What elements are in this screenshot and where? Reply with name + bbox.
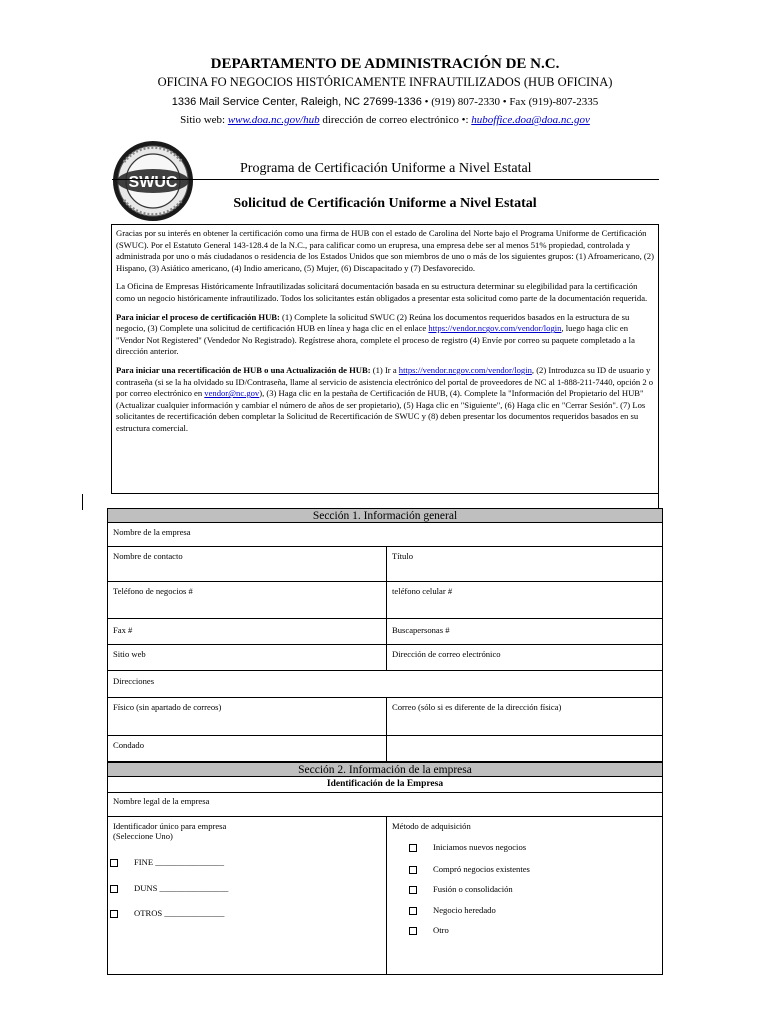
email-link[interactable]: huboffice.doa@doa.nc.gov xyxy=(471,114,590,126)
select-one-label: (Seleccione Uno) xyxy=(113,831,173,841)
vendor-email-link[interactable]: vendor@nc.gov xyxy=(204,388,260,399)
option-fine[interactable] xyxy=(110,857,224,867)
option-merger[interactable] xyxy=(409,884,513,894)
company-identification-header: Identificación de la Empresa xyxy=(107,777,663,793)
option-merger-label: Fusión o consolidación xyxy=(433,884,513,894)
cell-phone-field[interactable] xyxy=(386,582,662,618)
recertification-text-b: , (2) Introduzca su ID de usuario y contraseña (si se la ha olvidado su ID/Contraseña, llame al servicio de asistencia electrónico del portal de proveedores de NC al 1-888-211-7440, opción 2 o por correo electrónico en xyxy=(116,364,654,399)
option-new-business-label: Iniciamos nuevos negocios xyxy=(433,842,527,852)
identifier-acquisition-row xyxy=(107,817,663,975)
fax-label: Fax # xyxy=(113,625,133,635)
section-1-header: Sección 1. Información general xyxy=(107,508,663,523)
business-phone-field[interactable] xyxy=(108,582,386,618)
contact-name-label: Nombre de contacto xyxy=(113,551,183,561)
business-phone-label: Teléfono de negocios # xyxy=(113,586,193,596)
mail-address-field[interactable] xyxy=(386,698,662,735)
option-fine-label: FINE ________________ xyxy=(134,857,224,867)
section-2-header: Sección 2. Información de la empresa xyxy=(107,762,663,777)
company-name-label: Nombre de la empresa xyxy=(113,527,191,537)
checkbox-icon[interactable] xyxy=(409,886,417,894)
option-otros-label: OTROS ______________ xyxy=(134,908,225,918)
web-line xyxy=(0,114,770,126)
physical-address-label: Físico (sin apartado de correos) xyxy=(113,702,222,712)
website-field[interactable] xyxy=(108,645,386,670)
cell-phone-label: teléfono celular # xyxy=(392,586,453,596)
option-bought-existing-label: Compró negocios existentes xyxy=(433,864,530,874)
certification-steps-text-a: (1) Complete la solicitud SWUC (2) Reúna los documentos requeridos basados en la estructura de su negocio, (3) Complete una solicitud de certificación HUB en línea y haga clic en el enlace xyxy=(116,311,630,334)
legal-name-row[interactable] xyxy=(107,793,663,817)
checkbox-icon[interactable] xyxy=(409,866,417,874)
county-label: Condado xyxy=(113,740,145,750)
office-name: OFICINA FO NEGOCIOS HISTÓRICAMENTE INFRAUTILIZADOS (HUB OFICINA) xyxy=(157,75,613,89)
fax-row[interactable] xyxy=(107,619,663,645)
option-duns-label: DUNS ________________ xyxy=(134,883,229,893)
acquisition-method-label: Método de adquisición xyxy=(392,821,471,831)
certification-steps-heading: Para iniciar el proceso de certificación HUB: xyxy=(116,311,280,322)
checkbox-icon[interactable] xyxy=(409,927,417,935)
pager-field[interactable] xyxy=(386,619,662,644)
title-field[interactable] xyxy=(386,547,662,581)
checkbox-icon[interactable] xyxy=(409,907,417,915)
address-row[interactable] xyxy=(107,698,663,736)
phone-fax: • (919) 807-2330 • Fax (919)-807-2335 xyxy=(421,96,599,108)
company-name-row[interactable] xyxy=(107,523,663,547)
acquisition-method-cell xyxy=(386,817,662,974)
checkbox-icon[interactable] xyxy=(110,885,118,893)
mail-address-label: Correo (sólo si es diferente de la dirección física) xyxy=(392,702,562,712)
county-field[interactable] xyxy=(108,736,386,761)
website-label: Sitio web xyxy=(113,649,146,659)
program-title: Programa de Certificación Uniforme a Nivel Estatal xyxy=(240,161,532,176)
vendor-login-link[interactable]: https://vendor.ncgov.com/vendor/login xyxy=(428,323,562,334)
county-blank-cell xyxy=(386,736,662,761)
margin-marker-right xyxy=(658,494,659,508)
contact-row[interactable] xyxy=(107,547,663,582)
address-line xyxy=(0,96,770,108)
divider xyxy=(112,179,659,180)
checkbox-icon[interactable] xyxy=(110,859,118,867)
email-field-label: Dirección de correo electrónico xyxy=(392,649,501,659)
website-link[interactable]: www.doa.nc.gov/hub xyxy=(227,114,320,126)
option-inherited[interactable] xyxy=(409,905,496,915)
intro-paragraph: Gracias por su interés en obtener la certificación como una firma de HUB con el estado de Carolina del Norte bajo el Programa Uniforme de Certificación (SWUC). Por el Estatuto General 143-128.4 de la N.C., para calificar como un erupresa, una empresa debe ser al menos 51% propiedad, controlada y administrada por uno o más ciudadanos o residencia de los Estados Unidos que son miembros de uno o más de los siguientes grupos: (1) Afroamericano, (2) Hispano, (3) Asiático americano, (4) Indio americano, (5) Mujer, (6) Discapacitado y (7) Desfavorecido. xyxy=(116,228,654,273)
certification-steps-text-b: , luego haga clic en "Vendor Not Registered" (Vendedor No Registrado). Regístrese ahora, complete el proceso de registro (4) Envíe por correo su paquete completado a la dirección anterior. xyxy=(116,323,635,357)
documentation-paragraph: La Oficina de Empresas Históricamente Infrautilizadas solicitará documentación basada en su estructura determinar su elegibilidad para la certificación como un negocio históricamente infrautilizado. Todos los solicitantes están obligados a presentar esta solicitud como parte de la documentación requerida. xyxy=(116,281,648,303)
mailing-address: 1336 Mail Service Center, Raleigh, NC 27699-1336 xyxy=(171,96,422,108)
option-other-label: Otro xyxy=(433,925,449,935)
title-label: Título xyxy=(392,551,414,561)
phone-row[interactable] xyxy=(107,582,663,619)
option-inherited-label: Negocio heredado xyxy=(433,905,496,915)
company-name-field[interactable] xyxy=(108,523,662,546)
unique-identifier-cell xyxy=(108,817,386,974)
addresses-label: Direcciones xyxy=(113,676,155,686)
certification-steps xyxy=(116,312,654,358)
application-title: Solicitud de Certificación Uniforme a Nivel Estatal xyxy=(233,196,537,211)
addresses-row xyxy=(107,671,663,698)
recertification-text-a: (1) Ir a xyxy=(370,364,399,375)
addresses-heading xyxy=(108,671,662,697)
unique-identifier-label: Identificador único para empresa xyxy=(113,821,227,831)
email-field[interactable] xyxy=(386,645,662,670)
vendor-login-link-2[interactable]: https://vendor.ncgov.com/vendor/login xyxy=(398,364,532,375)
recertification-steps xyxy=(116,365,654,435)
physical-address-field[interactable] xyxy=(108,698,386,735)
legal-name-label: Nombre legal de la empresa xyxy=(113,796,210,806)
recertification-text-c: ), (3) Haga clic en la pestaña de Certificación de HUB, (4). Complete la "Información del Propietario del HUB" (Actualizar cualquier información y cambiar el número de años de ser propietario), (5) Haga clic en "Siguiente", (6) Haga clic en "Cerrar Sesión". (7) Los solicitantes de recertificación deben completar la Solicitud de Recertificación de SWUC y (8) deben presentar los documentos requeridos basados en su estructura comercial. xyxy=(116,388,646,433)
margin-marker xyxy=(82,494,83,510)
email-label: dirección de correo electrónico •: xyxy=(319,114,472,126)
web-label: Sitio web: xyxy=(180,114,228,126)
option-new-business[interactable] xyxy=(409,842,526,852)
logo-text: SWUC xyxy=(128,174,178,191)
recertification-heading: Para iniciar una recertificación de HUB o una Actualización de HUB: xyxy=(116,364,371,375)
pager-label: Buscapersonas # xyxy=(392,625,450,635)
checkbox-icon[interactable] xyxy=(409,844,417,852)
option-otros[interactable] xyxy=(110,908,224,918)
option-bought-existing[interactable] xyxy=(409,864,530,874)
checkbox-icon[interactable] xyxy=(110,910,118,918)
web-row[interactable] xyxy=(107,645,663,671)
county-row[interactable] xyxy=(107,736,663,762)
fax-field[interactable] xyxy=(108,619,386,644)
option-duns[interactable] xyxy=(110,883,228,893)
legal-name-field[interactable] xyxy=(108,793,662,816)
contact-name-field[interactable] xyxy=(108,547,386,581)
instructions-box xyxy=(111,224,659,494)
department-title: DEPARTAMENTO DE ADMINISTRACIÓN DE N.C. xyxy=(210,56,560,72)
option-other[interactable] xyxy=(409,925,449,935)
